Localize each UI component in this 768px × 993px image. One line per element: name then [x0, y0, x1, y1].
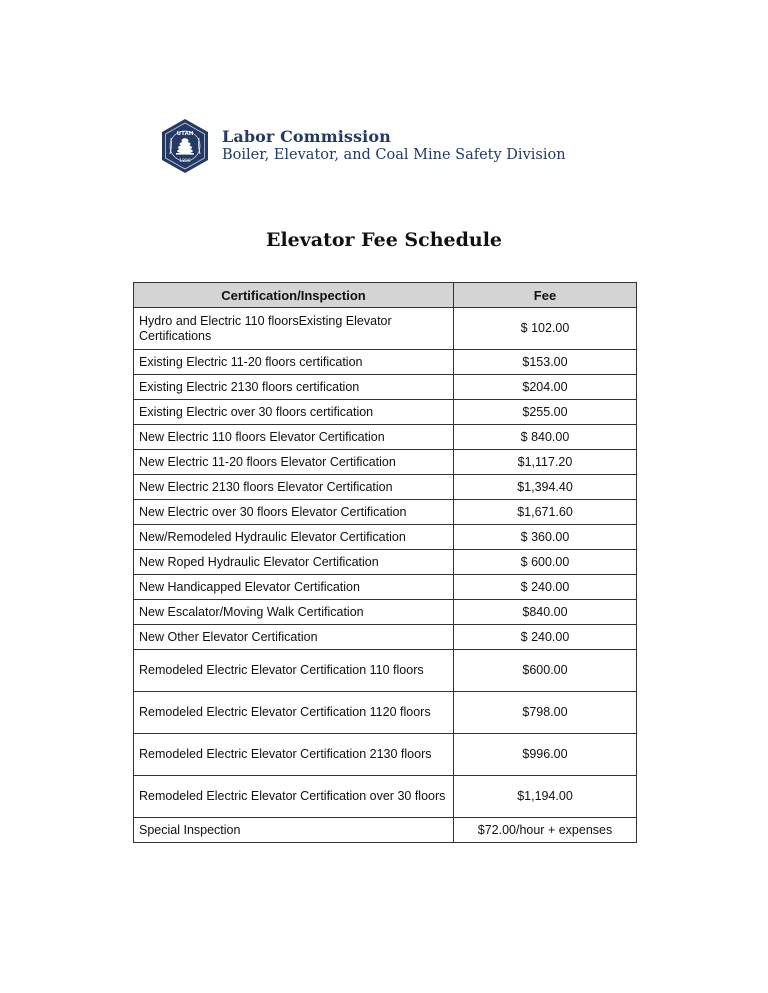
- item-cell: Existing Electric 11-20 floors certification: [134, 350, 454, 375]
- table-row: [134, 734, 637, 776]
- fee-cell: $996.00: [454, 734, 637, 776]
- table-row: [134, 400, 637, 425]
- table-row: [134, 818, 637, 843]
- item-cell: Hydro and Electric 110 floorsExisting Elevator Certifications: [134, 308, 454, 350]
- item-cell: New/Remodeled Hydraulic Elevator Certification: [134, 525, 454, 550]
- item-cell: New Escalator/Moving Walk Certification: [134, 600, 454, 625]
- table-row: [134, 575, 637, 600]
- fee-cell: $ 600.00: [454, 550, 637, 575]
- table-row: [134, 525, 637, 550]
- fee-cell: $1,671.60: [454, 500, 637, 525]
- fee-cell: $72.00/hour + expenses: [454, 818, 637, 843]
- item-cell: Remodeled Electric Elevator Certification 1120 floors: [134, 692, 454, 734]
- utah-seal-icon: [160, 118, 210, 174]
- item-cell: New Electric over 30 floors Elevator Certification: [134, 500, 454, 525]
- table-row: [134, 450, 637, 475]
- table-header-row: [134, 283, 637, 308]
- column-header-fee: Fee: [454, 283, 637, 308]
- fee-cell: $1,194.00: [454, 776, 637, 818]
- org-name: Labor Commission: [222, 126, 391, 146]
- table-row: [134, 308, 637, 350]
- fee-cell: $153.00: [454, 350, 637, 375]
- item-cell: New Electric 2130 floors Elevator Certification: [134, 475, 454, 500]
- fee-cell: $ 240.00: [454, 625, 637, 650]
- fee-cell: $798.00: [454, 692, 637, 734]
- fee-cell: $1,117.20: [454, 450, 637, 475]
- item-cell: New Other Elevator Certification: [134, 625, 454, 650]
- item-cell: New Electric 110 floors Elevator Certification: [134, 425, 454, 450]
- fee-cell: $ 102.00: [454, 308, 637, 350]
- column-header-item: Certification/Inspection: [134, 283, 454, 308]
- fee-cell: $600.00: [454, 650, 637, 692]
- table-row: [134, 475, 637, 500]
- fee-cell: $ 240.00: [454, 575, 637, 600]
- fee-table: [133, 282, 637, 843]
- table-row: [134, 650, 637, 692]
- seal-top-text: UTAH: [176, 131, 194, 137]
- item-cell: New Handicapped Elevator Certification: [134, 575, 454, 600]
- division-name: Boiler, Elevator, and Coal Mine Safety Division: [222, 147, 566, 164]
- item-cell: Remodeled Electric Elevator Certification over 30 floors: [134, 776, 454, 818]
- fee-cell: $1,394.40: [454, 475, 637, 500]
- table-row: [134, 425, 637, 450]
- item-cell: Remodeled Electric Elevator Certification 110 floors: [134, 650, 454, 692]
- item-cell: Existing Electric over 30 floors certification: [134, 400, 454, 425]
- seal-bottom-text: 1896: [179, 159, 191, 164]
- table-row: [134, 625, 637, 650]
- fee-cell: $ 360.00: [454, 525, 637, 550]
- table-row: [134, 375, 637, 400]
- table-row: [134, 550, 637, 575]
- table-row: [134, 692, 637, 734]
- fee-cell: $ 840.00: [454, 425, 637, 450]
- item-cell: New Roped Hydraulic Elevator Certification: [134, 550, 454, 575]
- fee-cell: $840.00: [454, 600, 637, 625]
- fee-cell: $204.00: [454, 375, 637, 400]
- item-cell: Remodeled Electric Elevator Certification 2130 floors: [134, 734, 454, 776]
- page-title: Elevator Fee Schedule: [265, 229, 503, 251]
- table-row: [134, 600, 637, 625]
- item-cell: Existing Electric 2130 floors certification: [134, 375, 454, 400]
- fee-cell: $255.00: [454, 400, 637, 425]
- header: [160, 118, 566, 174]
- table-row: [134, 350, 637, 375]
- table-row: [134, 500, 637, 525]
- item-cell: Special Inspection: [134, 818, 454, 843]
- table-row: [134, 776, 637, 818]
- item-cell: New Electric 11-20 floors Elevator Certification: [134, 450, 454, 475]
